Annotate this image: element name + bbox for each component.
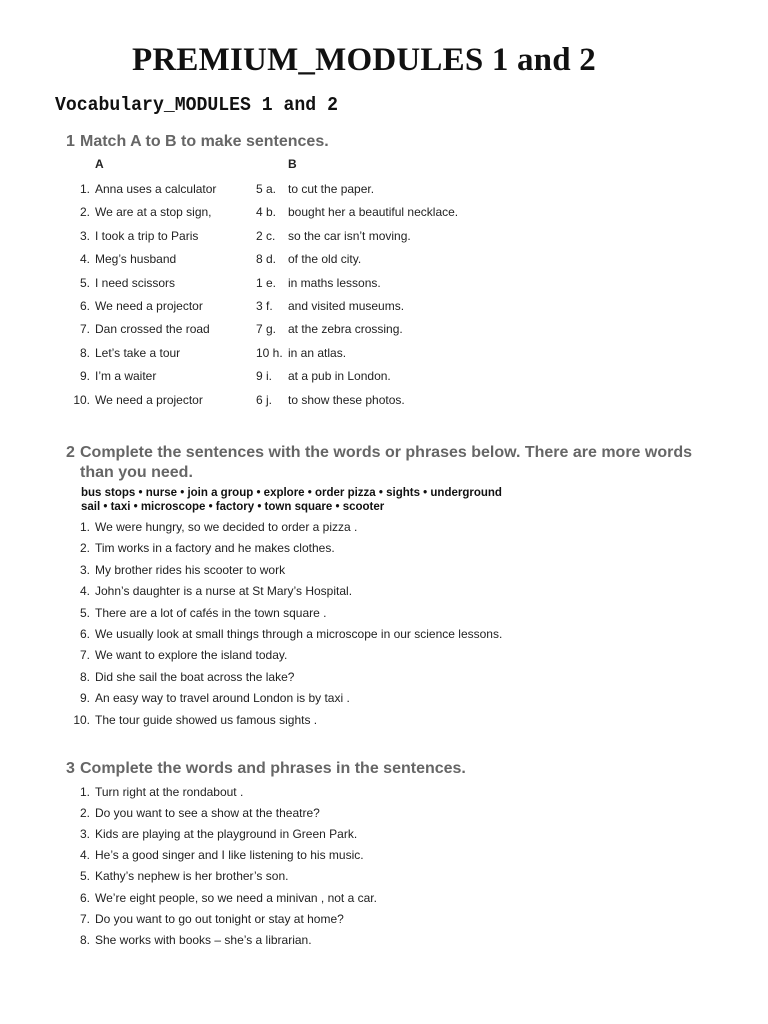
answer-key: 1 e. [256, 275, 277, 290]
sentence-end: in maths lessons. [288, 275, 381, 290]
list-item [0, 517, 768, 537]
sentence-text: He’s a good singer and I like listening to his music. [95, 848, 364, 863]
list-item [0, 603, 768, 623]
item-number: 8. [79, 932, 90, 947]
sentence-start: We are at a stop sign, [95, 205, 212, 220]
item-number: 4. [79, 848, 90, 863]
sentence-end: of the old city. [288, 252, 362, 267]
item-number: 3. [79, 228, 90, 243]
item-number: 3. [79, 827, 90, 842]
section-number: 3 [66, 760, 75, 777]
list-item [0, 560, 768, 580]
item-number: 7. [79, 911, 90, 926]
section-number: 1 [66, 133, 75, 150]
answer-key: 7 g. [256, 322, 277, 337]
item-number: 10. [73, 712, 90, 727]
answer-key: 9 i. [256, 369, 273, 384]
item-number: 4. [79, 252, 90, 267]
page-title: PREMIUM_MODULES 1 and 2 [132, 42, 596, 78]
answer-key: 2 c. [256, 228, 276, 243]
sentence-start: I need scissors [95, 275, 176, 290]
list-item [0, 226, 768, 246]
answer-key: 4 b. [256, 205, 277, 220]
sentence-end: at a pub in London. [288, 369, 391, 384]
word-bank-line: bus stops • nurse • join a group • explore • order pizza • sights • underground [81, 487, 502, 499]
item-number: 9. [79, 369, 90, 384]
item-number: 6. [79, 627, 90, 641]
sentence-text: Kids are playing at the playground in Green Park. [95, 827, 358, 842]
list-item [0, 645, 768, 665]
sentence-text: We’re eight people, so we need a minivan , not a car. [95, 890, 377, 905]
page-subtitle: Vocabulary_MODULES 1 and 2 [55, 94, 338, 116]
section-2-heading [66, 443, 710, 483]
item-number: 1. [79, 520, 90, 534]
list-item [0, 273, 768, 293]
sentence-end: to show these photos. [288, 392, 405, 407]
sentence-start: Dan crossed the road [95, 322, 210, 337]
item-number: 7. [79, 648, 90, 663]
item-number: 2. [79, 205, 90, 220]
list-item [0, 888, 768, 908]
list-item [0, 866, 768, 886]
sentence-start: Anna uses a calculator [95, 182, 217, 196]
list-item [0, 390, 768, 410]
item-number: 1. [79, 785, 90, 799]
list-item [0, 343, 768, 363]
list-item [0, 782, 768, 802]
list-item [0, 179, 768, 199]
item-number: 6. [79, 299, 90, 313]
section-number: 2 [66, 444, 75, 461]
sentence-end: in an atlas. [288, 345, 347, 360]
item-number: 2. [79, 806, 90, 821]
item-number: 3. [79, 562, 90, 577]
item-number: 5. [79, 605, 90, 620]
item-number: 1. [79, 182, 90, 196]
section-1-heading [66, 132, 710, 152]
item-number: 9. [79, 691, 90, 706]
sentence-text: There are a lot of cafés in the town square . [95, 605, 327, 620]
sentence-end: bought her a beautiful necklace. [288, 205, 459, 220]
answer-key: 5 a. [256, 182, 277, 196]
item-number: 7. [79, 322, 90, 337]
sentence-text: An easy way to travel around London is by taxi . [95, 691, 350, 706]
list-item [0, 930, 768, 950]
item-number: 5. [79, 275, 90, 290]
list-item [0, 845, 768, 865]
list-item [0, 909, 768, 929]
answer-key: 10 h. [256, 345, 283, 360]
answer-key: 8 d. [256, 252, 277, 267]
column-b-header: B [288, 157, 297, 171]
sentence-text: Turn right at the rondabout . [95, 785, 244, 799]
sentence-text: John’s daughter is a nurse at St Mary’s Hospital. [95, 584, 353, 599]
column-a-header: A [95, 157, 104, 171]
sentence-start: I took a trip to Paris [95, 228, 199, 243]
section-instruction: Complete the sentences with the words or phrases below. There are more words than you need. [80, 444, 693, 481]
sentence-start: Let’s take a tour [95, 345, 181, 360]
list-item [0, 249, 768, 269]
item-number: 4. [79, 584, 90, 599]
item-number: 5. [79, 869, 90, 884]
sentence-text: Did she sail the boat across the lake? [95, 669, 295, 684]
item-number: 6. [79, 890, 90, 905]
sentence-end: at the zebra crossing. [288, 322, 403, 337]
item-number: 8. [79, 345, 90, 360]
list-item [0, 538, 768, 558]
sentence-text: Do you want to go out tonight or stay at home? [95, 911, 344, 926]
answer-key: 6 j. [256, 392, 273, 407]
list-item [0, 688, 768, 708]
word-bank [81, 486, 502, 514]
sentence-start: I’m a waiter [95, 369, 157, 384]
sentence-text: We want to explore the island today. [95, 648, 288, 663]
word-bank-line: sail • taxi • microscope • factory • town square • scooter [81, 501, 385, 513]
sentence-text: Kathy’s nephew is her brother’s son. [95, 869, 289, 884]
list-item [0, 581, 768, 601]
sentence-start: We need a projector [95, 299, 203, 313]
sentence-text: Tim works in a factory and he makes clothes. [95, 541, 335, 556]
sentence-text: My brother rides his scooter to work [95, 562, 286, 577]
item-number: 2. [79, 541, 90, 556]
sentence-end: to cut the paper. [288, 182, 375, 196]
sentence-text: The tour guide showed us famous sights . [95, 712, 318, 727]
answer-key: 3 f. [256, 299, 273, 313]
list-item [0, 624, 768, 644]
list-item [0, 824, 768, 844]
sentence-text: We were hungry, so we decided to order a pizza . [95, 520, 358, 534]
item-number: 8. [79, 669, 90, 684]
sentence-end: and visited museums. [288, 299, 405, 313]
section-instruction: Match A to B to make sentences. [80, 133, 329, 150]
section-3-heading [66, 759, 710, 779]
list-item [0, 296, 768, 316]
item-number: 10. [73, 392, 90, 407]
list-item [0, 667, 768, 687]
list-item [0, 803, 768, 823]
list-item [0, 319, 768, 339]
sentence-start: Meg’s husband [95, 252, 177, 267]
sentence-text: Do you want to see a show at the theatre? [95, 806, 320, 821]
sentence-end: so the car isn’t moving. [288, 228, 411, 243]
sentence-start: We need a projector [95, 392, 203, 407]
list-item [0, 202, 768, 222]
sentence-text: We usually look at small things through a microscope in our science lessons. [95, 627, 503, 641]
list-item [0, 366, 768, 386]
section-instruction: Complete the words and phrases in the sentences. [80, 760, 466, 777]
sentence-text: She works with books – she’s a librarian. [95, 932, 312, 947]
list-item [0, 710, 768, 730]
